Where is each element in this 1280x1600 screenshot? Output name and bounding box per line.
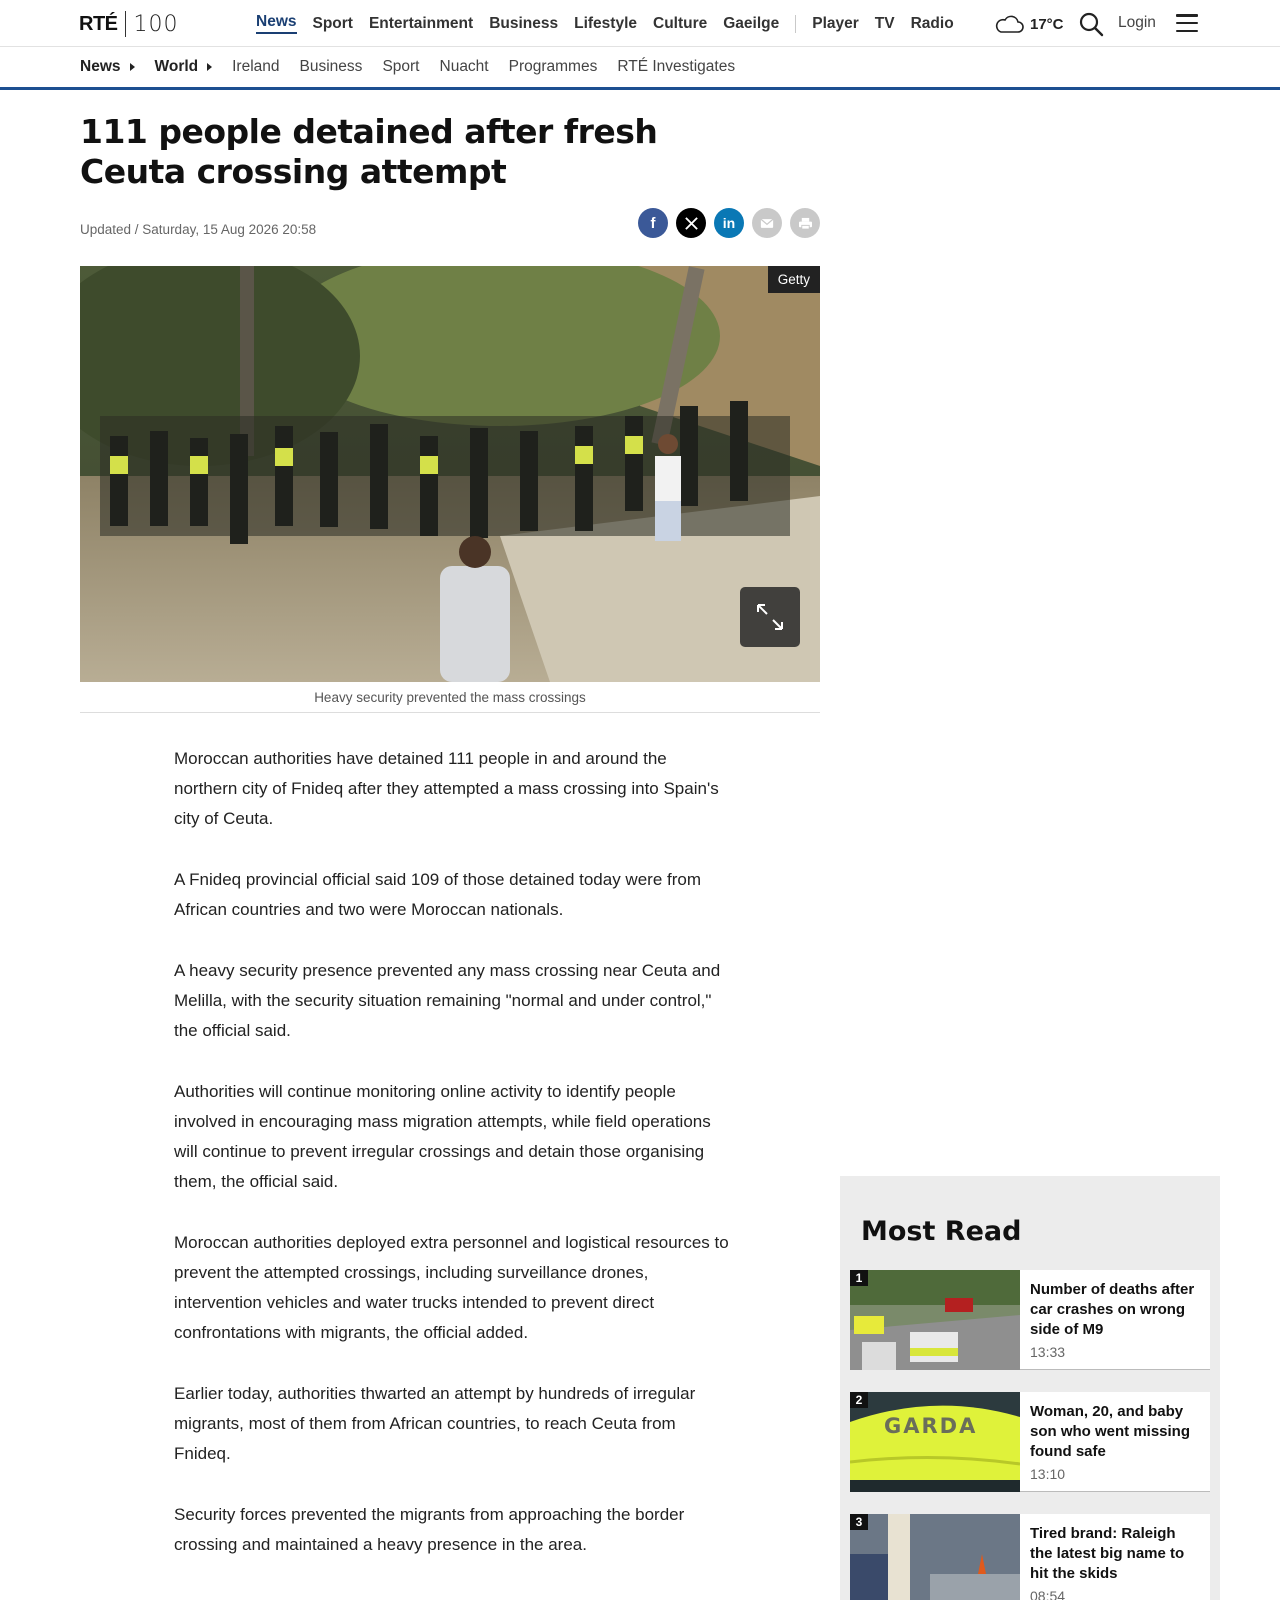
article-paragraph: Earlier today, authorities thwarted an attempt by hundreds of irregular migrants, most of them from African countries, to reach Ceuta from Fnideq. [174, 1384, 696, 1463]
article-paragraph: Authorities will continue monitoring online activity to identify people involved in encouraging mass migration attempts, while field operations will continue to prevent irregular crossings and detain those organising them, the official said. [174, 1082, 711, 1191]
most-read-time: 13:33 [1030, 1344, 1066, 1360]
logo-divider [125, 11, 126, 37]
article-paragraph: Moroccan authorities deployed extra personnel and logistical resources to prevent the attempted crossings, including surveillance drones, intervention vehicles and water trucks intended to prevent direct confrontations with migrants, the official added. [174, 1233, 729, 1342]
most-read-heading: Most Read [861, 1216, 1022, 1247]
nav-radio[interactable]: Radio [910, 14, 954, 32]
most-read-rank: 3 [850, 1514, 868, 1530]
subnav-programmes[interactable]: Programmes [508, 58, 598, 75]
most-read-thumbnail [850, 1270, 1020, 1370]
print-icon[interactable] [790, 208, 820, 238]
caret-right-icon [207, 63, 212, 71]
facebook-icon[interactable]: f [638, 208, 668, 238]
subnav-world[interactable] [155, 58, 213, 76]
article-timestamp: Updated / Saturday, 15 Aug 2026 20:58 [80, 222, 317, 237]
subnav-news[interactable] [80, 58, 135, 76]
main-nav [256, 0, 970, 47]
most-read-rank: 2 [850, 1392, 868, 1408]
menu-icon[interactable] [1176, 14, 1198, 32]
garda-thumb-text: GARDA [884, 1414, 978, 1438]
weather-temperature: 17°C [1030, 15, 1064, 33]
caret-right-icon [130, 63, 135, 71]
linkedin-icon[interactable]: in [714, 208, 744, 238]
most-read-rank: 1 [850, 1270, 868, 1286]
most-read-panel [840, 1176, 1220, 1600]
logo-anniversary: 100 [133, 11, 179, 37]
nav-sport[interactable]: Sport [312, 14, 353, 32]
nav-divider [795, 15, 796, 33]
article-paragraph: Moroccan authorities have detained 111 people in and around the northern city of Fnideq after they attempted a mass crossing into Spain's city of Ceuta. [174, 749, 719, 828]
most-read-title: Number of deaths after car crashes on wrong side of M9 [1030, 1281, 1195, 1338]
subnav-business[interactable]: Business [299, 58, 363, 75]
article-paragraph: A heavy security presence prevented any mass crossing near Ceuta and Melilla, with the security situation remaining "normal and under control," the official said. [174, 961, 721, 1040]
most-read-item[interactable] [850, 1392, 1210, 1492]
top-bar [0, 0, 1280, 47]
subnav-rte-investigates[interactable]: RTÉ Investigates [617, 58, 736, 75]
article-body [174, 744, 734, 1591]
photo-credit: Getty [768, 266, 820, 293]
nav-news[interactable]: News [256, 13, 297, 34]
email-icon[interactable] [752, 208, 782, 238]
x-icon[interactable] [676, 208, 706, 238]
photo-scene [80, 266, 820, 682]
logo-brand: RTÉ [79, 12, 118, 35]
nav-culture[interactable]: Culture [653, 14, 708, 32]
nav-player[interactable]: Player [812, 14, 859, 32]
article-paragraph: A Fnideq provincial official said 109 of those detained today were from African countries and two were Moroccan nationals. [174, 870, 701, 919]
search-icon [1078, 11, 1104, 37]
most-read-thumbnail [850, 1514, 1020, 1600]
section-nav [0, 47, 1280, 90]
subnav-news-label: News [80, 58, 121, 75]
most-read-time: 13:10 [1030, 1466, 1066, 1482]
most-read-title: Woman, 20, and baby son who went missing found safe [1030, 1403, 1191, 1460]
most-read-time: 08:54 [1030, 1588, 1066, 1600]
subnav-sport[interactable]: Sport [382, 58, 420, 75]
nav-gaeilge[interactable]: Gaeilge [723, 14, 780, 32]
expand-icon[interactable] [740, 587, 800, 647]
photo-caption: Heavy security prevented the mass crossings [80, 686, 820, 713]
nav-business[interactable]: Business [489, 14, 559, 32]
login-link[interactable]: Login [1118, 14, 1156, 31]
nav-tv[interactable]: TV [874, 14, 895, 32]
cloud-icon [994, 13, 1024, 35]
most-read-item[interactable] [850, 1514, 1210, 1600]
article-headline: 111 people detained after fresh Ceuta crossing attempt [80, 112, 658, 191]
subnav-ireland[interactable]: Ireland [232, 58, 280, 75]
nav-lifestyle[interactable]: Lifestyle [574, 14, 637, 32]
nav-entertainment[interactable]: Entertainment [368, 14, 474, 32]
rte-logo[interactable] [79, 10, 179, 38]
subnav-nuacht[interactable]: Nuacht [439, 58, 489, 75]
weather-widget[interactable] [994, 12, 1064, 36]
search-button[interactable] [1078, 11, 1104, 37]
subnav-world-label: World [154, 58, 199, 75]
most-read-item[interactable] [850, 1270, 1210, 1370]
article-paragraph: Security forces prevented the migrants from approaching the border crossing and maintained a heavy presence in the area. [174, 1505, 685, 1554]
article-photo[interactable] [80, 266, 820, 682]
share-bar [638, 208, 828, 238]
most-read-title: Tired brand: Raleigh the latest big name to hit the skids [1030, 1525, 1185, 1582]
most-read-thumbnail [850, 1392, 1020, 1492]
